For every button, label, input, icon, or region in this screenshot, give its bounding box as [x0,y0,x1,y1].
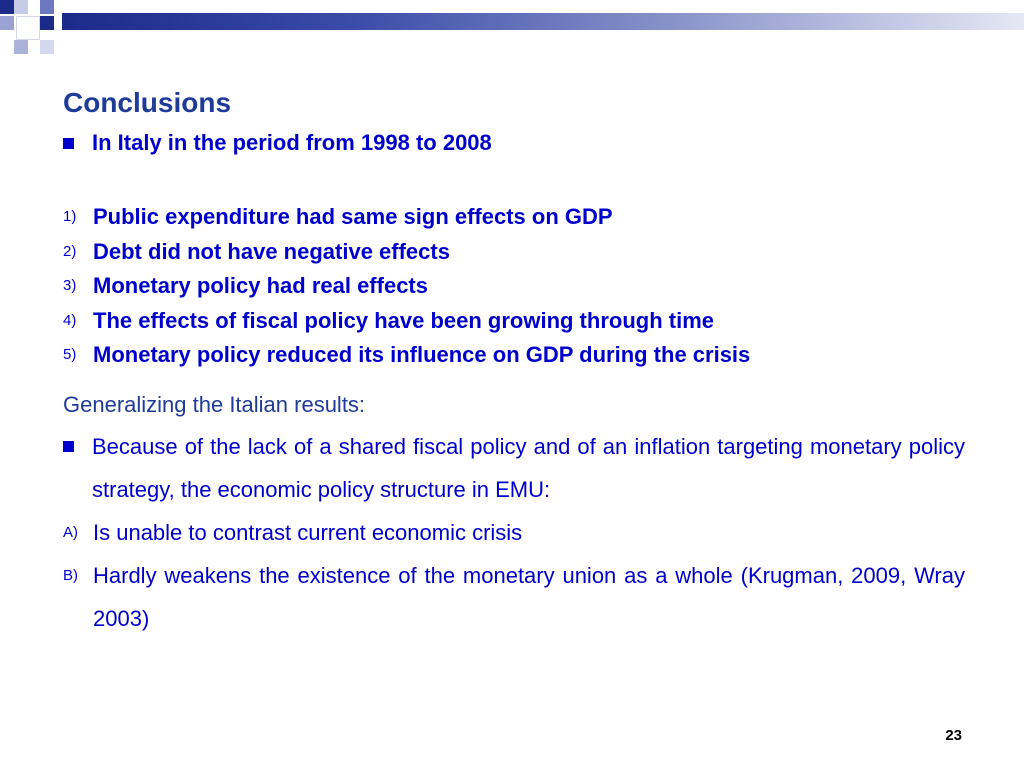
finding-marker: 1) [63,208,77,225]
square-bullet-icon [63,138,74,149]
finding-marker: 5) [63,346,77,363]
square-bullet-icon [63,441,74,452]
deco-square [0,0,14,14]
finding-item [63,304,965,339]
deco-square [14,0,28,14]
deco-square [40,16,54,30]
finding-item [63,269,965,304]
findings-list [63,200,965,373]
header-gradient-bar [62,13,1024,30]
slide-content [63,86,965,640]
finding-item [63,200,965,235]
finding-marker: 2) [63,242,77,260]
finding-text: Debt did not have negative effects [93,238,450,264]
page-number: 23 [945,727,962,744]
emu-paragraph-text: Because of the lack of a shared fiscal policy and of an inflation targeting monetary policy strategy, the economic policy structure in EMU: [92,433,965,502]
emu-paragraph [63,425,965,511]
point-marker: B) [63,566,78,584]
finding-marker: 3) [63,277,77,294]
deco-square [14,40,28,54]
header-decoration [0,0,1024,60]
point-text: Hardly weakens the existence of the monetary union as a whole (Krugman, 2009, Wray 2003) [93,562,965,631]
finding-text: Monetary policy had real effects [93,273,428,298]
point-item [63,554,965,640]
finding-text: The effects of fiscal policy have been growing through time [93,307,714,333]
point-text: Is unable to contrast current economic crisis [93,519,523,545]
finding-text: Monetary policy reduced its influence on GDP during the crisis [93,342,751,367]
slide-title: Conclusions [63,87,232,118]
generalizing-heading: Generalizing the Italian results: [63,391,366,417]
point-item [63,511,965,554]
point-marker: A) [63,523,78,541]
intro-text: In Italy in the period from 1998 to 2008 [92,130,492,155]
deco-square [0,16,14,30]
deco-square [16,16,40,40]
finding-item [63,338,965,373]
deco-square [40,0,54,14]
finding-item [63,235,965,270]
finding-text: Public expenditure had same sign effects on GDP [93,204,613,229]
intro-bullet [63,128,965,158]
finding-marker: 4) [63,311,77,329]
deco-square [40,40,54,54]
